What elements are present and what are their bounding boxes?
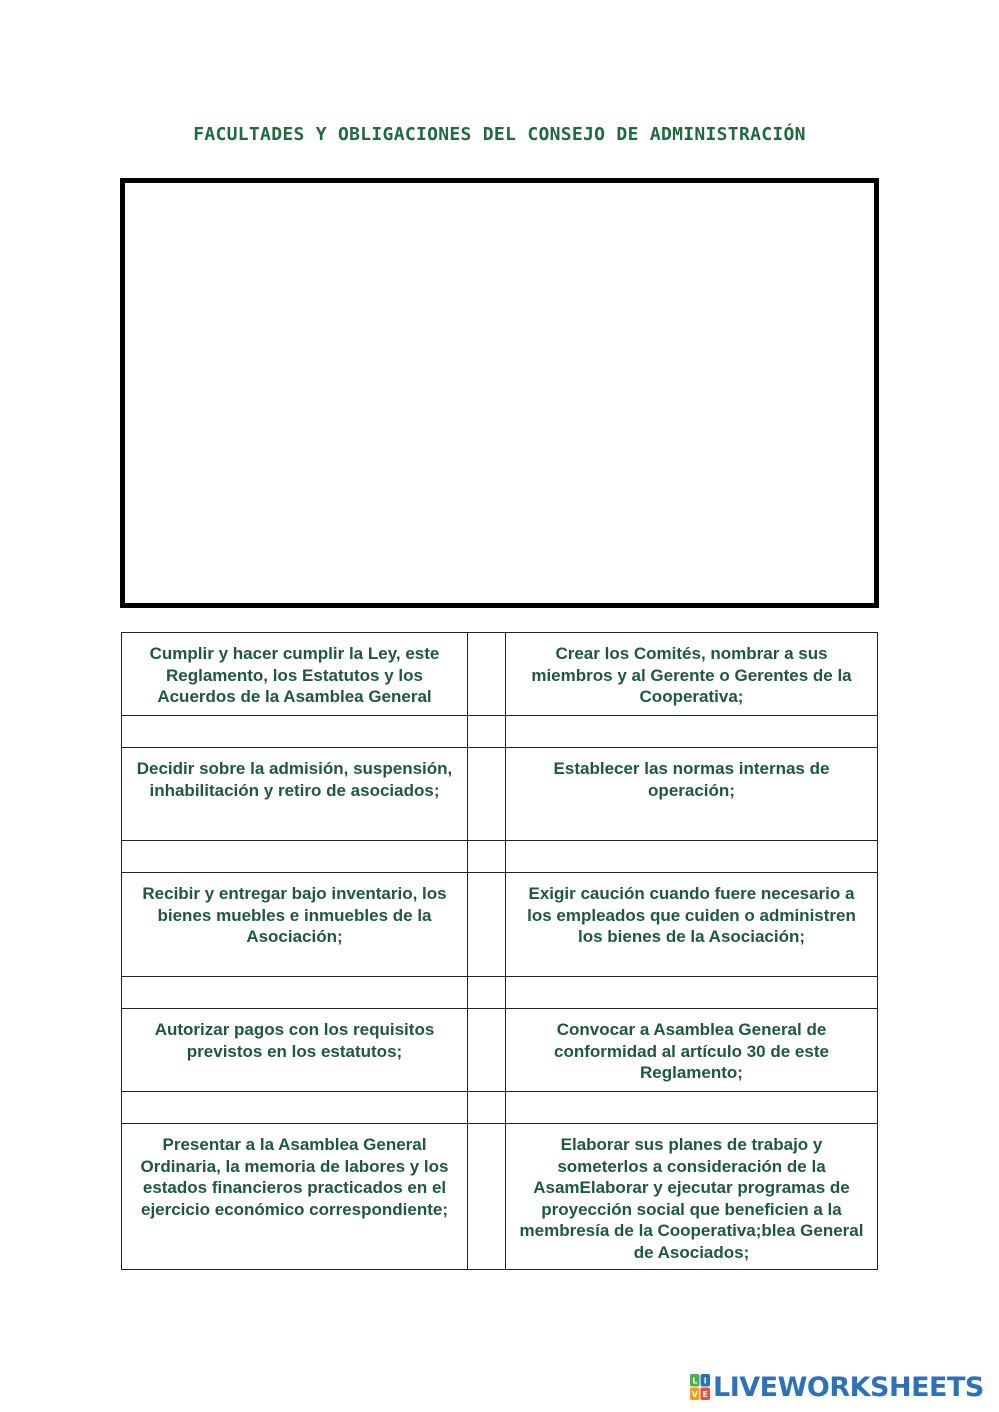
table-row	[122, 633, 878, 716]
table-row	[122, 1009, 878, 1092]
table-row	[122, 1124, 878, 1270]
statement-cell-left: Decidir sobre la admisión, suspensión, inhabilitación y retiro de asociados;	[122, 748, 468, 841]
logo-letter: E	[702, 1390, 708, 1399]
empty-cell	[468, 977, 506, 1009]
answer-cell[interactable]	[468, 1009, 506, 1092]
statement-cell-right: Convocar a Asamblea General de conformidad al artículo 30 de este Reglamento;	[506, 1009, 878, 1092]
brand-name: LIVEWORKSHEETS	[713, 1371, 984, 1403]
statement-cell-left: Presentar a la Asamblea General Ordinaria, la memoria de labores y los estados financieros practicados en el ejercicio económico correspondiente;	[122, 1124, 468, 1270]
answer-cell[interactable]	[468, 873, 506, 977]
answer-cell[interactable]	[468, 748, 506, 841]
statement-cell-right: Exigir caución cuando fuere necesario a los empleados que cuiden o administren los bienes de la Asociación;	[506, 873, 878, 977]
answer-cell[interactable]	[468, 1124, 506, 1270]
statement-cell-left: Cumplir y hacer cumplir la Ley, este Reglamento, los Estatutos y los Acuerdos de la Asamblea General	[122, 633, 468, 716]
statement-cell-left: Autorizar pagos con los requisitos previstos en los estatutos;	[122, 1009, 468, 1092]
liveworksheets-brand[interactable]	[690, 1371, 984, 1403]
empty-cell	[506, 977, 878, 1009]
empty-cell	[122, 716, 468, 748]
answer-cell[interactable]	[468, 633, 506, 716]
facultades-table	[121, 632, 878, 1270]
empty-cell	[506, 1092, 878, 1124]
spacer-row	[122, 716, 878, 748]
empty-cell	[468, 716, 506, 748]
empty-cell	[122, 977, 468, 1009]
statement-cell-right: Crear los Comités, nombrar a sus miembros y al Gerente o Gerentes de la Cooperativa;	[506, 633, 878, 716]
spacer-row	[122, 1092, 878, 1124]
empty-cell	[468, 841, 506, 873]
empty-cell	[506, 716, 878, 748]
empty-cell	[122, 841, 468, 873]
empty-cell	[122, 1092, 468, 1124]
statement-cell-right: Elaborar sus planes de trabajo y someterlos a consideración de la AsamElaborar y ejecutar programas de proyección social que beneficien a la membresía de la Cooperativa;blea General de Asociados;	[506, 1124, 878, 1270]
spacer-row	[122, 841, 878, 873]
logo-letter: I	[703, 1376, 707, 1386]
statement-cell-right: Establecer las normas internas de operación;	[506, 748, 878, 841]
liveworksheets-logo-icon	[690, 1374, 710, 1400]
empty-cell	[468, 1092, 506, 1124]
empty-cell	[506, 841, 878, 873]
table-row	[122, 873, 878, 977]
spacer-row	[122, 977, 878, 1009]
logo-letter: L	[692, 1376, 698, 1386]
logo-letter: V	[691, 1390, 698, 1399]
page-title: FACULTADES Y OBLIGACIONES DEL CONSEJO DE ADMINISTRACIÓN	[193, 124, 806, 145]
statement-cell-left: Recibir y entregar bajo inventario, los bienes muebles e inmuebles de la Asociación;	[122, 873, 468, 977]
answer-drop-area[interactable]	[120, 178, 879, 608]
table-row	[122, 748, 878, 841]
